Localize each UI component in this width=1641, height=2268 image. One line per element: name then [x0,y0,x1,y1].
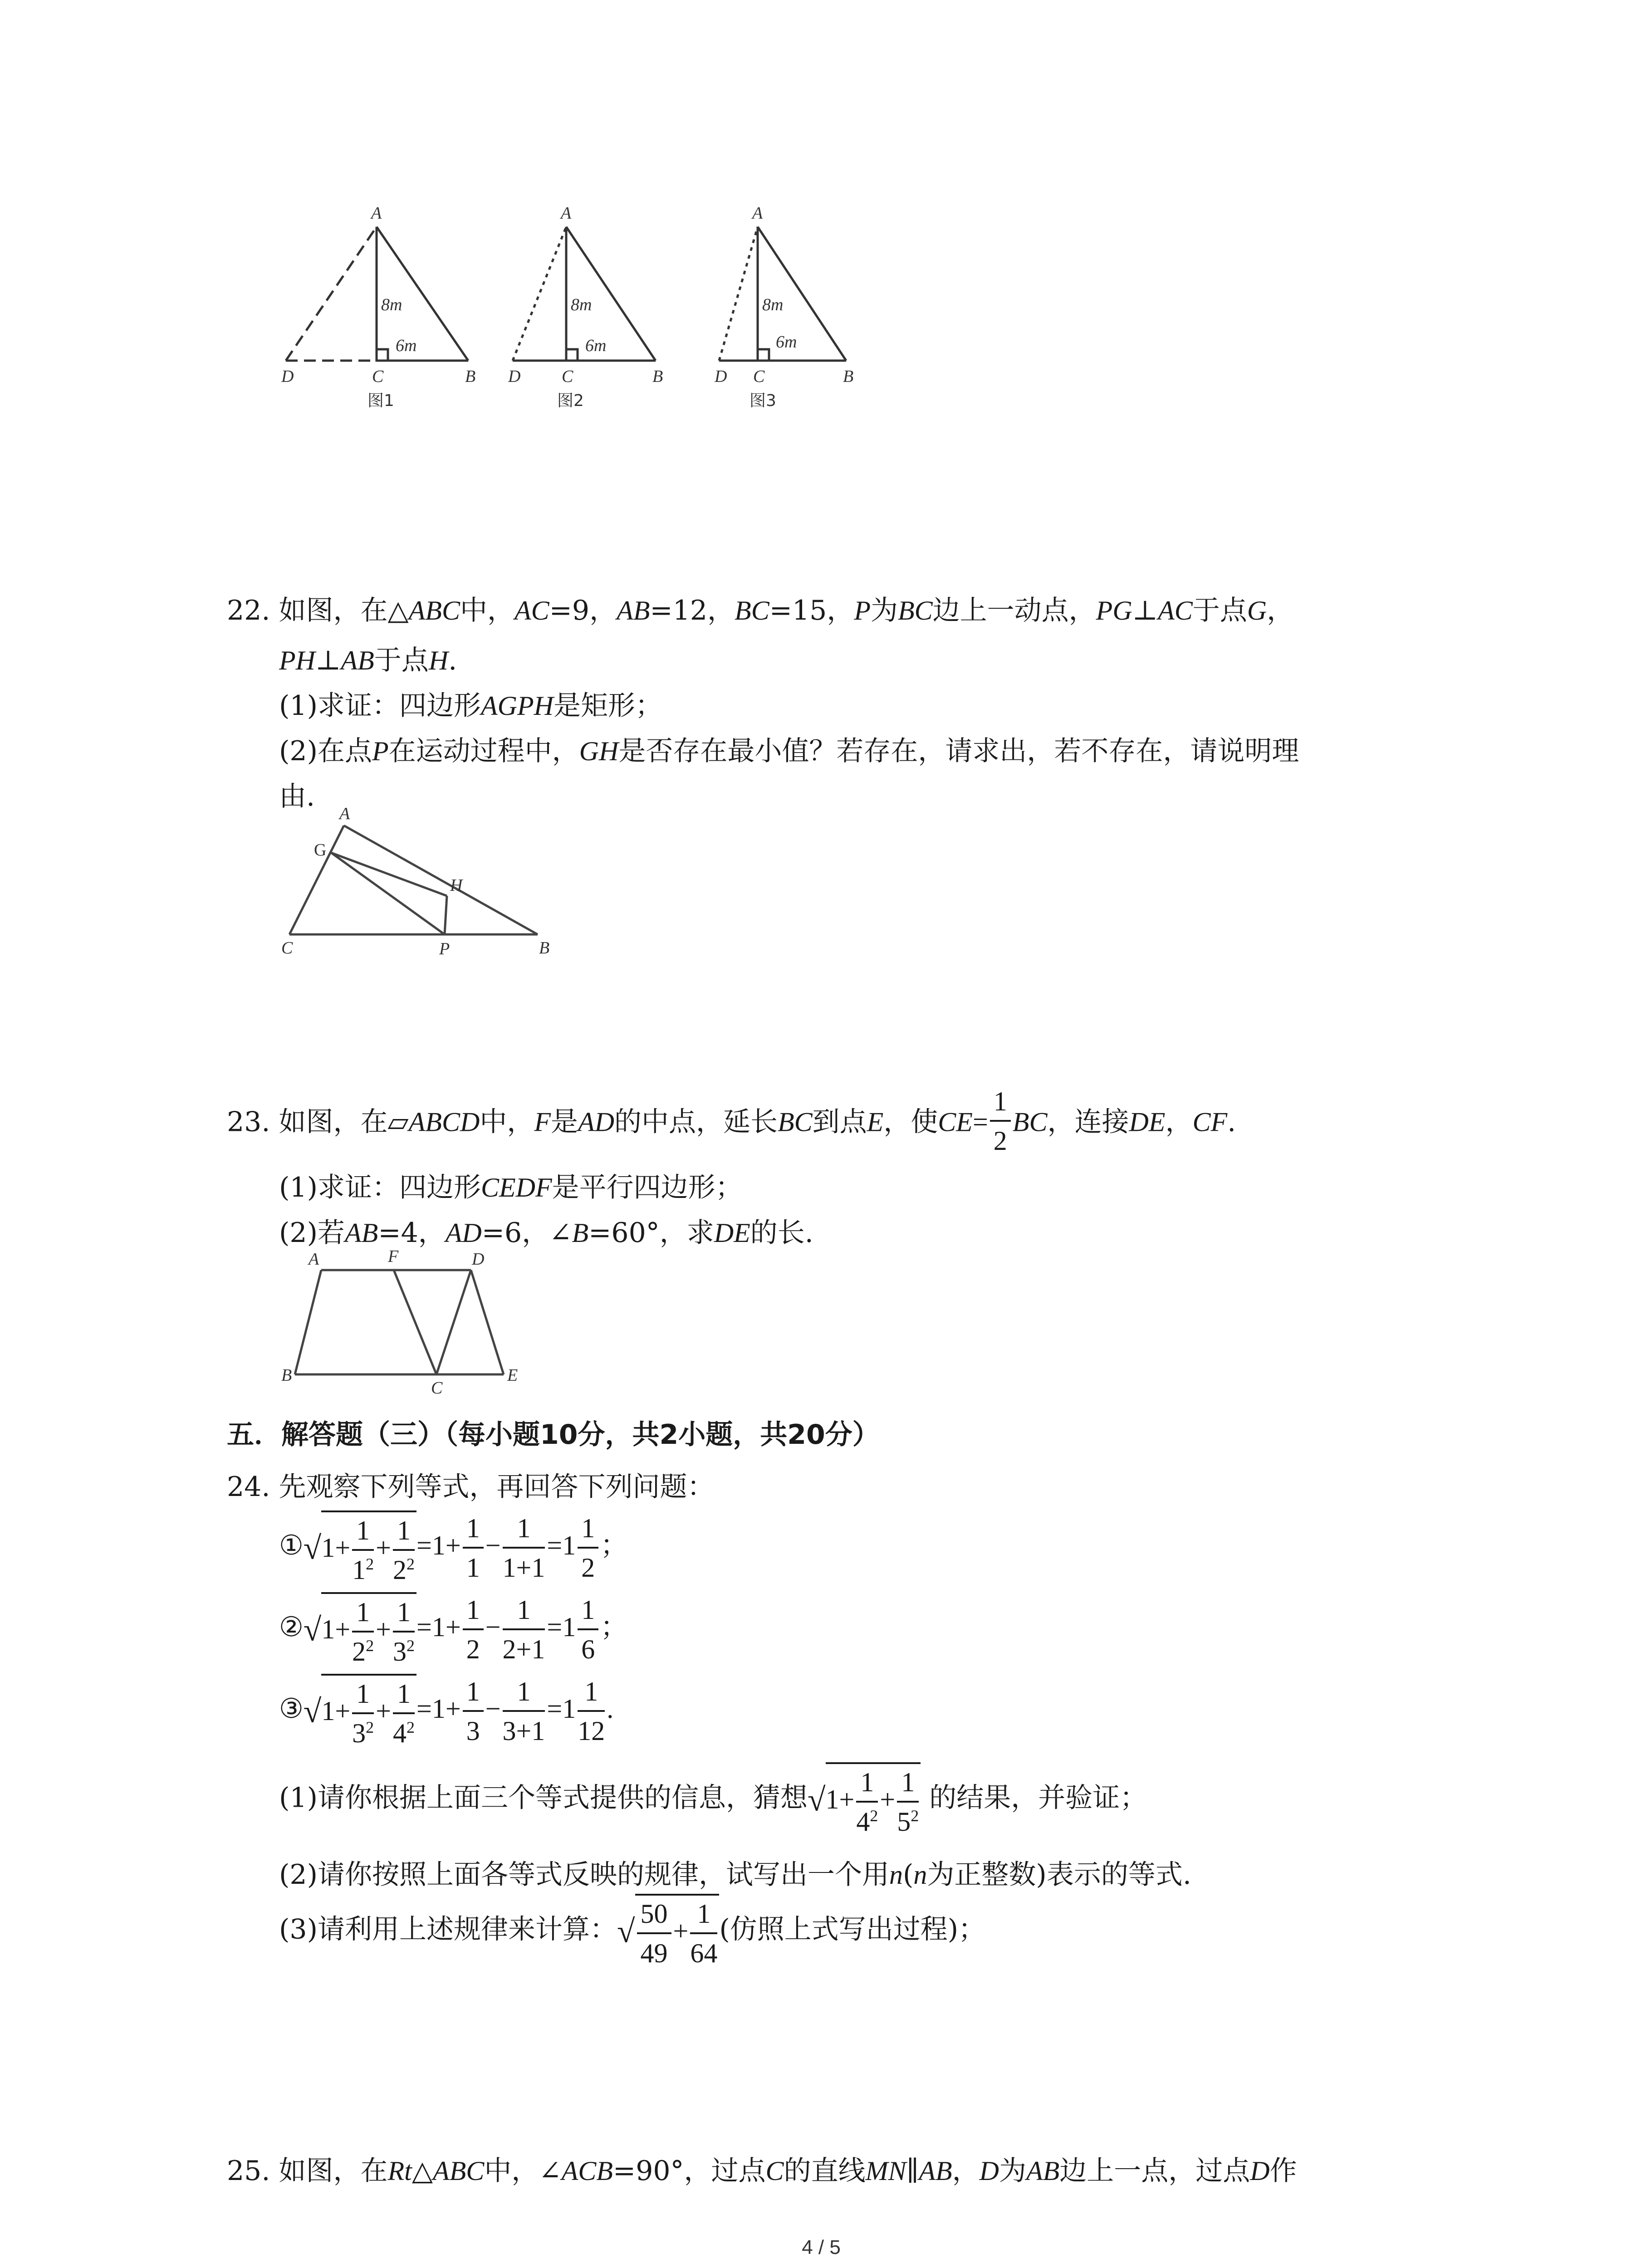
fig2-caption: 图2 [557,391,584,410]
fig3-caption: 图3 [749,391,776,410]
text: 于点 [1192,595,1247,626]
text: 的中点，延长 [614,1106,778,1138]
text: BC [1012,1107,1048,1137]
text: =90°，过点 [612,2155,766,2187]
text: − [485,1530,501,1560]
text: ； [600,1612,628,1642]
text: 的结果，并验证； [929,1782,1147,1814]
q24-eq1 [279,1510,627,1586]
text: 4 [856,1807,870,1837]
text: ； [600,1530,628,1560]
text: + [839,1784,855,1814]
text: DE [1129,1107,1166,1137]
q24-part1 [279,1762,1147,1838]
q22-line1 [227,589,1294,628]
q22-number: 22. [227,595,270,626]
fig2-label-d: D [508,367,521,386]
text: 为 [999,2155,1026,2187]
text [897,1803,919,1838]
text: 为 [871,595,898,626]
text: BC [777,1107,813,1137]
text: 2 [911,1807,919,1825]
radicand [635,1894,720,1969]
q25-line1 [227,2149,1297,2188]
text: (2)在点 [279,735,372,767]
text: 50 [637,1898,671,1934]
text: BC [735,596,769,626]
text: 2 [407,1555,415,1573]
label-b: B [281,1366,292,1385]
text: = [972,1107,988,1137]
text: 中，∠ [484,2155,562,2187]
sqrt-icon: √ [808,1781,826,1818]
text: 2 [870,1807,878,1825]
text: 在运动过程中， [388,735,579,767]
text: − [485,1612,501,1642]
figures-top-labels [272,204,907,426]
radicand [321,1510,416,1586]
text: MN [865,2156,906,2186]
fraction [503,1513,545,1584]
text: PH [279,645,315,675]
text: 中， [480,1106,534,1138]
sqrt-icon: √ [303,1693,322,1730]
label-b: B [539,938,550,958]
fraction [578,1513,598,1584]
text [352,1633,374,1667]
text: =1+ [416,1612,461,1642]
q24-eq3 [279,1674,613,1749]
text: D [979,2156,999,2186]
text: ABCD [408,1107,480,1137]
text: 1 [321,1614,335,1644]
text: 2 [366,1718,374,1736]
text: 1 [352,1678,374,1714]
text: 4 [393,1718,407,1748]
text: AGPH [481,691,554,721]
text [352,1551,374,1586]
text: + [335,1532,351,1563]
text: ③ [279,1692,304,1725]
text: =4， [378,1217,446,1249]
text: 1 [990,1086,1011,1122]
fig3-base: 6m [776,332,797,352]
text: 1 [578,1594,598,1630]
fig2-height: 8m [571,295,592,314]
text [352,1714,374,1749]
label-d: D [472,1250,485,1269]
text [393,1714,415,1749]
text: AB [617,596,650,626]
text: 2 [993,1126,1007,1156]
text: 3 [466,1716,480,1746]
text: 1 [503,1676,545,1712]
text: AD [578,1107,614,1137]
text: = [547,1693,563,1724]
text: 1 [463,1676,484,1712]
text: (3)请利用上述规律来计算： [279,1913,617,1945]
label-c: C [431,1378,443,1398]
radicand [321,1592,416,1667]
text: Rt [387,2156,412,2186]
fraction [352,1678,374,1749]
fraction [352,1597,374,1667]
text: =1+ [416,1693,461,1724]
text: ∥ [906,2155,919,2187]
text: G [1247,596,1267,626]
fig2-label-b: B [652,367,663,386]
text: 作 [1269,2155,1297,2187]
text: PG [1096,596,1132,626]
text: B [572,1218,589,1248]
fig3-label-c: C [753,367,765,386]
fraction [393,1678,415,1749]
text: 1 [393,1515,415,1551]
text: CEDF [481,1173,552,1202]
text: AC [1158,596,1193,626]
fraction [393,1597,415,1667]
text: 2+1 [502,1634,545,1664]
text: + [673,1916,689,1946]
text: =12， [650,595,735,626]
q22-line2 [279,639,457,678]
text: AB [1026,2156,1060,2186]
text: 3 [393,1637,407,1667]
label-a: A [309,1250,319,1269]
text: AB [919,2156,952,2186]
q22-part2 [279,729,1299,768]
text: AB [345,1218,378,1248]
fig3-label-a: A [752,204,763,223]
text [856,1803,878,1838]
text: 1 [466,1553,480,1583]
text: CF [1192,1107,1228,1137]
text [393,1633,415,1667]
text: F [534,1107,551,1137]
fig2-label-a: A [561,204,572,223]
text: 1 [578,1513,598,1549]
q23-figure-labels [272,1247,544,1398]
label-h: H [450,876,463,895]
text: AB [341,645,374,675]
text: 是否存在最小值？若存在，请求出，若不存在，请说明理 [618,735,1299,767]
text: ( [903,1859,914,1891]
fig3-height: 8m [762,295,784,314]
text: P [854,596,871,626]
fig1-label-a: A [371,204,382,223]
text: (1)请你根据上面三个等式提供的信息，猜想 [279,1782,808,1814]
label-p: P [439,939,450,958]
radicand [321,1674,416,1749]
fraction [463,1594,484,1665]
text: 1 [503,1513,545,1549]
text: 1 [321,1532,335,1563]
text: 49 [640,1938,668,1968]
q23-line1 [227,1086,1236,1159]
fraction [690,1898,717,1969]
text: 3 [352,1718,366,1748]
text: 如图，在 [279,2155,388,2187]
text: + [335,1614,351,1644]
text: 2 [407,1637,415,1655]
text: ⊥ [315,645,341,676]
fraction [463,1513,484,1584]
text: 1 [825,1784,839,1814]
text: 1 [352,1597,374,1633]
text: 1 [897,1767,919,1803]
q23-part1 [279,1166,743,1205]
text: . [448,645,457,676]
q23-number: 23. [227,1106,270,1138]
fraction [897,1767,919,1838]
text: ② [279,1611,304,1643]
fraction [503,1594,545,1665]
text: 1 [503,1594,545,1630]
text: ⊥ [1132,595,1158,626]
section-heading-5: 五．解答题（三）（每小题10分，共2小题，共20分） [227,1419,880,1451]
fig2-base: 6m [585,336,607,355]
text: 2 [466,1634,480,1664]
fraction [393,1515,415,1586]
text: 于点 [374,645,429,676]
fraction-half [990,1086,1011,1157]
q24-intro [227,1465,715,1504]
fig3-label-b: B [843,367,854,386]
text: + [376,1532,391,1563]
q23-part2 [279,1211,813,1250]
text: 1 [562,1693,576,1724]
sqrt-icon: √ [303,1530,322,1566]
fig1-base: 6m [396,336,417,355]
text: =60°，求 [588,1217,714,1249]
text: 的长. [750,1217,813,1249]
text: 1 [393,1597,415,1633]
text [393,1551,415,1586]
text: 1 [352,1515,374,1551]
text: AD [445,1218,482,1248]
text: 2 [581,1553,595,1583]
q22-part1 [279,684,662,723]
text: (2)若 [279,1217,345,1249]
text: 2 [366,1637,374,1655]
text: △ [411,2155,433,2187]
text: AC [514,596,549,626]
text: 由. [279,781,315,812]
text: 1 [463,1513,484,1549]
text: . [1227,1106,1236,1138]
fraction [578,1676,605,1747]
text: + [376,1696,391,1726]
page-number: 4 / 5 [802,2236,841,2258]
text: . [607,1693,614,1724]
text: 6 [581,1634,595,1664]
q25-number: 25. [227,2155,270,2187]
fig1-height: 8m [381,295,402,314]
text: =9， [549,595,617,626]
label-f: F [388,1247,399,1266]
text: ， [1165,1106,1193,1138]
text: 12 [578,1716,605,1746]
fraction [503,1676,545,1747]
text: 2 [393,1555,407,1585]
text: =1+ [416,1530,461,1560]
text: GH [579,736,619,766]
q24-eq2 [279,1592,627,1667]
label-a: A [339,804,350,823]
text: 先观察下列等式，再回答下列问题： [279,1471,715,1503]
text: ， [1267,595,1294,626]
text: ，使 [883,1106,938,1138]
text: 到点 [812,1106,867,1138]
text: H [428,645,449,675]
text: C [765,2156,784,2186]
text: 2 [407,1718,415,1736]
fraction [578,1594,598,1665]
fig1-caption: 图1 [367,391,394,410]
fig2-label-c: C [562,367,573,386]
text: ACB [561,2156,613,2186]
text: = [547,1530,563,1560]
text: ① [279,1529,304,1561]
text: − [485,1693,501,1724]
label-c: C [281,938,293,958]
text: 1 [393,1678,415,1714]
sqrt-icon: √ [617,1913,635,1950]
text: ，连接 [1047,1106,1129,1138]
text: 如图，在▱ [279,1106,409,1138]
text: 1 [856,1767,878,1803]
text: DE [714,1218,750,1248]
text: 的直线 [784,2155,866,2187]
fig1-label-d: D [281,367,294,386]
sqrt-icon: √ [303,1611,322,1648]
q24-part3 [279,1894,985,1969]
q22-figure-labels [272,803,567,966]
text: CE [938,1107,973,1137]
text: ABC [408,596,460,626]
fig1-label-c: C [372,367,384,386]
text: (仿照上式写出过程)； [719,1913,986,1945]
text: 1 [562,1612,576,1642]
text: E [867,1107,884,1137]
text: + [376,1614,391,1644]
text: = [547,1612,563,1642]
text: 1 [463,1594,484,1630]
text: 2 [366,1555,374,1573]
text: 是矩形； [553,690,662,722]
fraction [637,1898,671,1969]
text: D [1250,2156,1270,2186]
text: n [913,1860,927,1890]
text: + [880,1784,896,1814]
text: 为正整数)表示的等式. [927,1859,1191,1891]
text: 1 [578,1676,605,1712]
text: 1 [321,1696,335,1726]
q24-number: 24. [227,1471,270,1503]
text: 1+1 [502,1553,545,1583]
text: 1 [352,1555,366,1585]
text: =6，∠ [481,1217,572,1249]
text: n [889,1860,903,1890]
text: P [372,736,389,766]
text: 64 [690,1938,718,1968]
text: 是 [550,1106,578,1138]
fig1-label-b: B [465,367,476,386]
text: 边上一点，过点 [1059,2155,1250,2187]
text: (2)请你按照上面各等式反映的规律，试写出一个用 [279,1859,889,1891]
fraction [463,1676,484,1747]
text: ， [952,2155,980,2187]
text: + [335,1696,351,1726]
q24-part2 [279,1853,1191,1892]
text: 如图，在△ [279,595,409,626]
fig3-label-d: D [715,367,727,386]
text: (1)求证：四边形 [279,1172,481,1203]
label-e: E [507,1366,518,1385]
text: 2 [352,1637,366,1667]
fraction [352,1515,374,1586]
fraction [856,1767,878,1838]
text: 中， [460,595,514,626]
radicand [826,1762,921,1838]
text: =15， [769,595,854,626]
text: BC [898,596,933,626]
text: 3+1 [502,1716,545,1746]
text: 1 [690,1898,717,1934]
text: 5 [897,1807,911,1837]
text: 1 [562,1530,576,1560]
text: 边上一动点， [932,595,1096,626]
text: 是平行四边形； [552,1172,743,1203]
text: ABC [432,2156,485,2186]
text: (1)求证：四边形 [279,690,481,722]
label-g: G [314,841,327,860]
